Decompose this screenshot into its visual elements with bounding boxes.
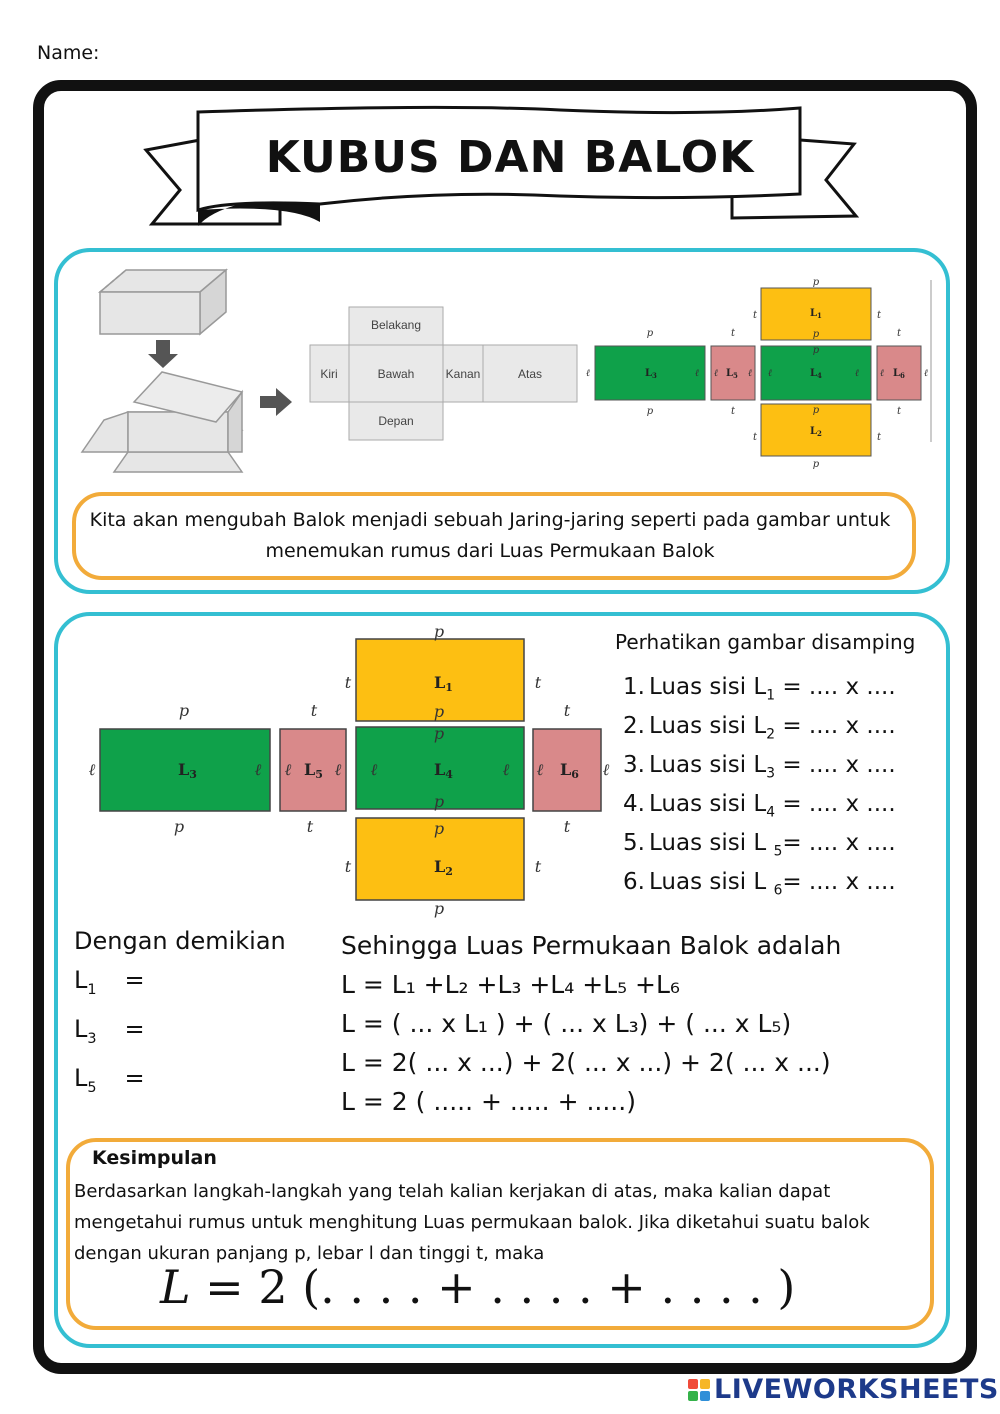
net-face-label-L1: L1 bbox=[434, 673, 453, 694]
small-net-face-L6: $L_6$ bbox=[893, 368, 905, 380]
net-label-t: t bbox=[534, 673, 542, 692]
net-label-l: ℓ bbox=[284, 760, 292, 779]
balok-3d-icon bbox=[100, 270, 226, 334]
small-net-l: ℓ bbox=[767, 368, 773, 379]
small-net-t: t bbox=[730, 406, 736, 417]
formula-line: L = L₁ +L₂ +L₃ +L₄ +L₅ +L₆ bbox=[341, 970, 680, 999]
net-label-kanan: Kanan bbox=[445, 367, 481, 381]
net-label-l: ℓ bbox=[502, 760, 510, 779]
net-face-label-L5: L5 bbox=[304, 760, 323, 781]
observe-item: 1. Luas sisi $L_1$ = .... x .... bbox=[623, 674, 896, 704]
arrow-right-icon bbox=[260, 388, 292, 416]
net-label-l: ℓ bbox=[254, 760, 262, 779]
net-face-label-L6: L6 bbox=[560, 760, 579, 781]
net-label-t: t bbox=[563, 817, 571, 836]
formula-line: L = ( ... x L₁ ) + ( ... x L₃) + ( ... x L₅) bbox=[341, 1009, 792, 1038]
kesimpulan-title: Kesimpulan bbox=[92, 1147, 217, 1169]
small-net-l: ℓ bbox=[585, 368, 591, 379]
small-net-t: t bbox=[876, 310, 882, 321]
net-label-p: p bbox=[433, 819, 445, 838]
formula-block bbox=[341, 926, 841, 1121]
net-label-p: p bbox=[433, 724, 445, 743]
net-face-label-L3: L3 bbox=[178, 760, 197, 781]
net-label-t: t bbox=[306, 817, 314, 836]
observe-item: 5. Luas sisi L $_5$= .... x .... bbox=[623, 830, 896, 860]
intro-note-text: Kita akan mengubah Balok menjadi sebuah Jaring-jaring seperti pada gambar untuk menemukan rumus dari Luas Permukaan Balok bbox=[89, 509, 891, 562]
small-net-p: p bbox=[646, 328, 654, 339]
small-net-t: t bbox=[896, 328, 902, 339]
conclusion-row: $L_1$ = bbox=[74, 966, 145, 998]
net-label-p: p bbox=[433, 792, 445, 811]
observe-item: 2. Luas sisi $L_2$ = .... x .... bbox=[623, 713, 896, 743]
conclusion-title: Dengan demikian bbox=[74, 927, 286, 955]
balok-unfold-illustration bbox=[78, 262, 938, 492]
small-net-t: t bbox=[752, 432, 758, 443]
net-label-p: p bbox=[173, 817, 185, 836]
net-label-atas: Atas bbox=[517, 367, 543, 381]
balok-open-icon bbox=[82, 372, 242, 472]
observe-list bbox=[615, 668, 935, 902]
small-net-face-L1: $L_1$ bbox=[810, 308, 822, 320]
formula-line: L = 2 ( ..... + ..... + .....) bbox=[341, 1087, 636, 1116]
small-net-p: p bbox=[812, 405, 820, 416]
net-label-p: p bbox=[433, 899, 445, 918]
small-net-l: ℓ bbox=[879, 368, 885, 379]
formula-title: Sehingga Luas Permukaan Balok adalah bbox=[341, 931, 842, 960]
small-net-p: p bbox=[812, 329, 820, 340]
small-net-t: t bbox=[752, 310, 758, 321]
small-net-t: t bbox=[730, 328, 736, 339]
balok-net-diagram bbox=[84, 624, 614, 924]
small-net-l: ℓ bbox=[747, 368, 753, 379]
net-face-label-L2: L2 bbox=[434, 857, 453, 878]
net-label-t: t bbox=[310, 701, 318, 720]
small-net-l: ℓ bbox=[713, 368, 719, 379]
formula-line: L = 2( ... x ...) + 2( ... x ...) + 2( ... x ...) bbox=[341, 1048, 831, 1077]
small-net-p: p bbox=[646, 406, 654, 417]
net-label-t: t bbox=[344, 673, 352, 692]
conclusion-row: $L_3$ = bbox=[74, 1014, 145, 1047]
small-net-p: p bbox=[812, 459, 820, 470]
observe-item: 4. Luas sisi $L_4$ = .... x .... bbox=[623, 791, 896, 821]
liveworksheets-logo: LIVEWORKSHEETS bbox=[688, 1374, 999, 1405]
small-net-t: t bbox=[876, 432, 882, 443]
kesimpulan-text: Berdasarkan langkah-langkah yang telah kalian kerjakan di atas, maka kalian dapat mengetahui rumus untuk menghitung Luas permukaan balok. Jika diketahui suatu balok dengan ukuran panjang p, lebar l dan tinggi t, maka bbox=[74, 1181, 870, 1264]
net-label-t: t bbox=[344, 857, 352, 876]
net-label-t: t bbox=[563, 701, 571, 720]
observe-title: Perhatikan gambar disamping bbox=[615, 630, 916, 654]
net-label-l: ℓ bbox=[334, 760, 342, 779]
small-net-face-L4: $L_4$ bbox=[810, 368, 822, 380]
net-label-p: p bbox=[178, 701, 190, 720]
kesimpulan-formula: L = 2 (. . . . + . . . . + . . . . ) bbox=[160, 1260, 796, 1314]
small-net-l: ℓ bbox=[854, 368, 860, 379]
net-label-l: ℓ bbox=[536, 760, 544, 779]
net-label-t: t bbox=[534, 857, 542, 876]
small-net-face-L5: $L_5$ bbox=[726, 368, 738, 380]
net-label-bawah: Bawah bbox=[377, 367, 415, 381]
net-label-p: p bbox=[433, 624, 445, 641]
small-net-face-L2: $L_2$ bbox=[810, 426, 822, 438]
small-net-l: ℓ bbox=[923, 368, 929, 379]
small-net-face-L3: $L_3$ bbox=[645, 368, 657, 380]
arrow-down-icon bbox=[148, 340, 178, 368]
net-label-l: ℓ bbox=[370, 760, 378, 779]
net-face-label-L4: L4 bbox=[434, 760, 453, 781]
small-net-t: t bbox=[896, 406, 902, 417]
conclusion-block bbox=[74, 922, 286, 1107]
observe-item: 3. Luas sisi $L_3$ = .... x .... bbox=[623, 752, 896, 782]
small-net-l: ℓ bbox=[694, 368, 700, 379]
conclusion-row: $L_5$ = bbox=[74, 1063, 145, 1096]
net-label-p: p bbox=[433, 702, 445, 721]
net-label-depan: Depan bbox=[378, 414, 414, 428]
net-label-l: ℓ bbox=[88, 760, 96, 779]
net-label-l: ℓ bbox=[602, 760, 610, 779]
small-net-p: p bbox=[812, 277, 820, 288]
net-label-kiri: Kiri bbox=[320, 367, 338, 381]
observe-item: 6. Luas sisi L $_6$= .... x .... bbox=[623, 869, 896, 899]
net-label-belakang: Belakang bbox=[370, 318, 422, 332]
small-net-p: p bbox=[812, 345, 820, 356]
page-title: KUBUS DAN BALOK bbox=[265, 132, 755, 183]
liveworksheets-logo-icon bbox=[688, 1379, 710, 1401]
name-label: Name: bbox=[37, 42, 100, 64]
